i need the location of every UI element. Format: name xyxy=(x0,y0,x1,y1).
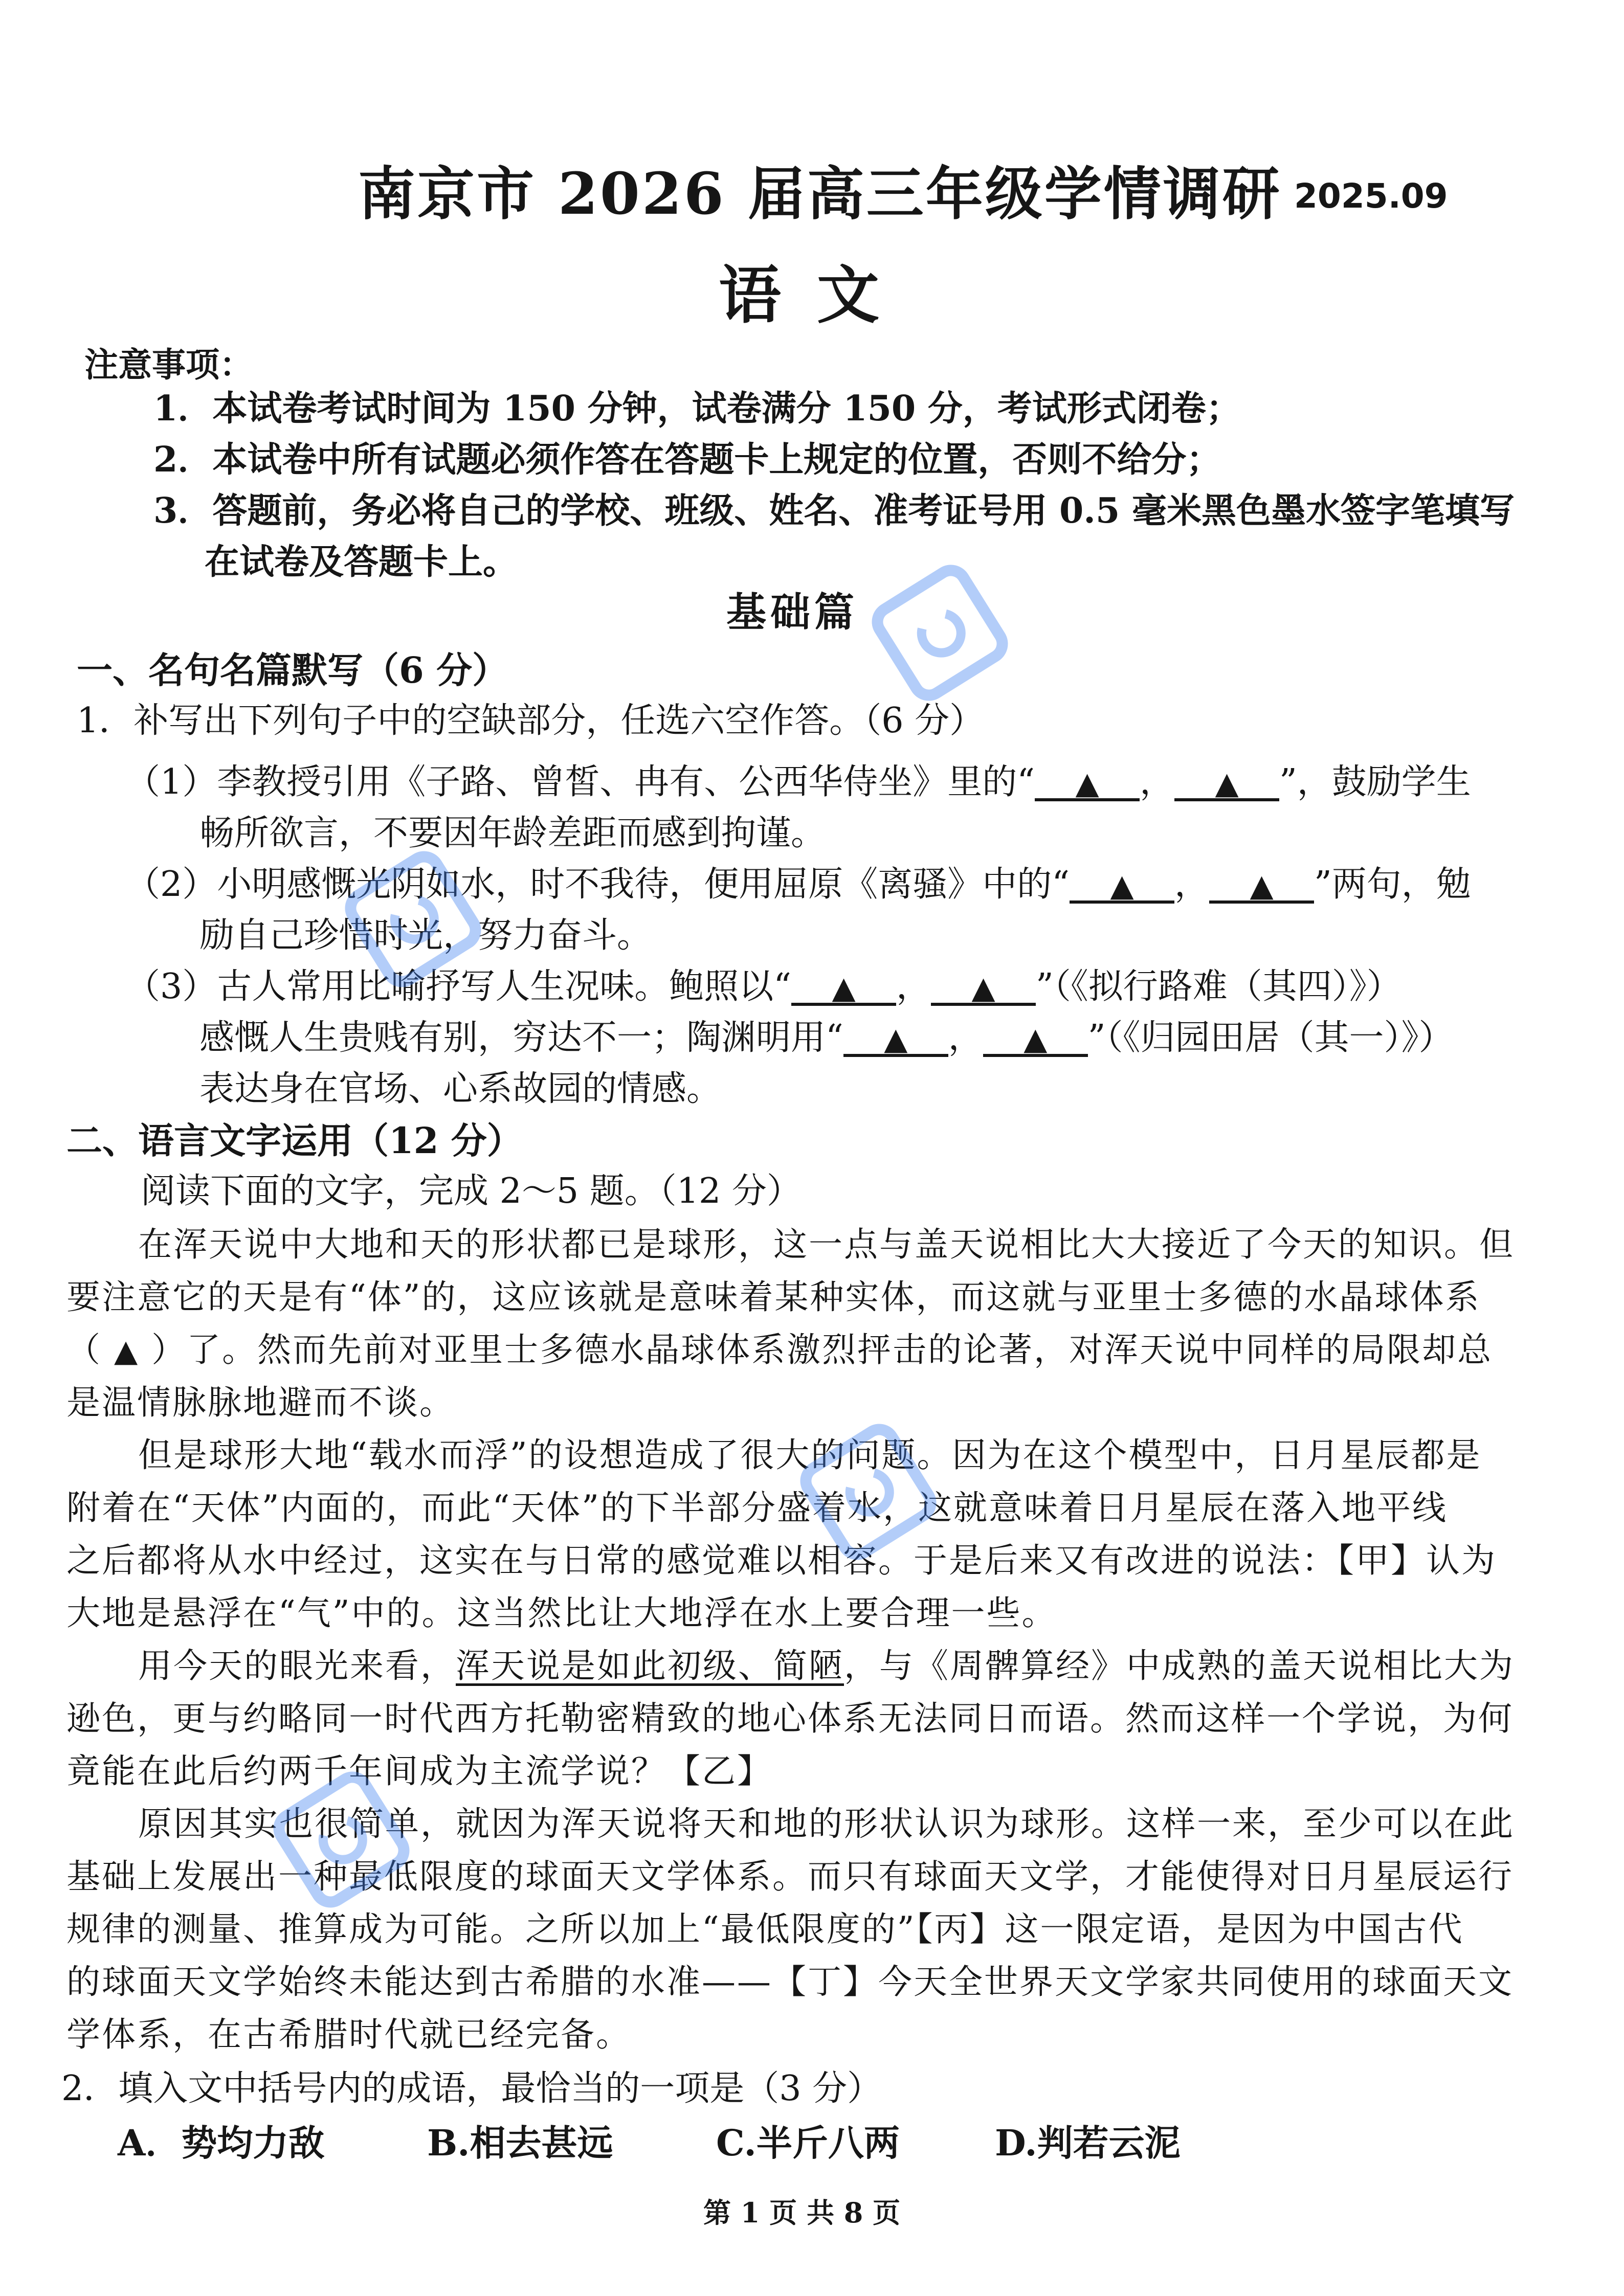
question-1-item-3: （3）古人常用比喻抒写人生况味。鲍照以“ ▲ ， ▲ ”（《拟行路难（其四）》） xyxy=(125,966,1401,1007)
question-1: 1．补写出下列句子中的空缺部分，任选六空作答。（6 分） xyxy=(77,701,985,741)
option-c: C.半斤八两 xyxy=(716,2122,900,2164)
answer-blank: ▲ xyxy=(983,1024,1088,1057)
notice-item: 在试卷及答题卡上。 xyxy=(205,542,518,582)
passage-line: 大地是悬浮在“气”中的。这当然比让大地浮在水上要合理一些。 xyxy=(66,1593,1057,1633)
passage-line: 规律的测量、推算成为可能。之所以加上“最低限度的”【丙】这一限定语，是因为中国古代 xyxy=(66,1909,1464,1949)
notice-item: 3．答题前，务必将自己的学校、班级、姓名、准考证号用 0.5 毫米黑色墨水签字笔填写 xyxy=(153,490,1515,531)
passage-line: （ ▲ ）了。然而先前对亚里士多德水晶球体系激烈抨击的论著，对浑天说中同样的局限却总 xyxy=(66,1330,1493,1369)
answer-blank: ▲ xyxy=(1209,871,1314,904)
notice-item: 2．本试卷中所有试题必须作答在答题卡上规定的位置，否则不给分； xyxy=(153,439,1221,480)
passage-line: 逊色，更与约略同一时代西方托勒密精致的地心体系无法同日而语。然而这样一个学说，为何 xyxy=(66,1699,1514,1738)
answer-blank: ▲ xyxy=(1070,871,1174,904)
option-b: B.相去甚远 xyxy=(427,2122,613,2164)
passage-line: 竟能在此后约两千年间成为主流学说？【乙】 xyxy=(66,1751,772,1791)
exam-date: 2025.09 xyxy=(1294,176,1448,216)
answer-blank: ▲ xyxy=(843,1024,948,1057)
passage-line: 学体系，在古希腊时代就已经完备。 xyxy=(66,2015,631,2054)
passage-line: 在浑天说中大地和天的形状都已是球形，这一点与盖天说相比大大接近了今天的知识。但 xyxy=(138,1225,1515,1264)
answer-blank: ▲ xyxy=(931,973,1036,1006)
notice-heading: 注意事项： xyxy=(84,345,253,385)
question-1-item-1: （1）李教授引用《子路、曾皙、冉有、公西华侍坐》里的“ ▲ ， ▲ ”，鼓励学生 xyxy=(125,762,1471,802)
underlined-sentence: 浑天说是如此初级、简陋 xyxy=(456,1646,844,1685)
passage-line: 用今天的眼光来看，浑天说是如此初级、简陋，与《周髀算经》中成熟的盖天说相比大为 xyxy=(138,1646,1515,1685)
question-1-item-3-cont: 感慨人生贵贱有别，穷达不一；陶渊明用“ ▲ ， ▲ ”（《归园田居（其一）》） xyxy=(199,1018,1454,1058)
passage-line: 基础上发展出一种最低限度的球面天文学体系。而只有球面天文学，才能使得对日月星辰运行 xyxy=(66,1857,1514,1896)
question-1-item-3-end: 表达身在官场、心系故园的情感。 xyxy=(199,1069,722,1109)
section-heading: 一、名句名篇默写（6 分） xyxy=(77,649,508,691)
answer-blank: ▲ xyxy=(1035,769,1140,801)
answer-blank: ▲ xyxy=(791,973,896,1006)
answer-blank: ▲ xyxy=(1174,769,1279,801)
question-2: 2．填入文中括号内的成语，最恰当的一项是（3 分） xyxy=(61,2068,882,2109)
passage-line: 是温情脉脉地避而不谈。 xyxy=(66,1383,455,1422)
option-d: D.判若云泥 xyxy=(995,2122,1181,2164)
passage-line: 要注意它的天是有“体”的，这应该就是意味着某种实体，而这就与亚里士多德的水晶球体系 xyxy=(66,1277,1481,1317)
section-heading: 二、语言文字运用（12 分） xyxy=(66,1119,523,1162)
question-1-item-2: （2）小明感慨光阴如水，时不我待，便用屈原《离骚》中的“ ▲ ， ▲ ”两句，勉 xyxy=(125,864,1471,905)
passage-line: 原因其实也很简单，就因为浑天说将天和地的形状认识为球形。这样一来，至少可以在此 xyxy=(138,1804,1515,1843)
passage-line: 附着在“天体”内面的，而此“天体”的下半部分盛着水，这就意味着日月星辰在落入地平线 xyxy=(66,1488,1448,1527)
exam-title: 南京市 2026 届高三年级学情调研 xyxy=(358,161,1282,228)
answer-blank-mark: ▲ xyxy=(114,1333,140,1369)
reading-intro: 阅读下面的文字，完成 2～5 题。（12 分） xyxy=(141,1171,802,1211)
passage-line: 但是球形大地“载水而浮”的设想造成了很大的问题。因为在这个模型中，日月星辰都是 xyxy=(138,1435,1482,1475)
passage-line: 的球面天文学始终未能达到古希腊的水准——【丁】今天全世界天文学家共同使用的球面天文 xyxy=(66,1962,1514,2001)
option-a: A．势均力敌 xyxy=(118,2122,325,2164)
notice-item: 1．本试卷考试时间为 150 分钟，试卷满分 150 分，考试形式闭卷； xyxy=(153,388,1241,429)
part-title: 基础篇 xyxy=(726,589,859,636)
passage-line: 之后都将从水中经过，这实在与日常的感觉难以相容。于是后来又有改进的说法：【甲】认为 xyxy=(66,1541,1497,1580)
zixue-logo-icon xyxy=(864,557,1015,708)
question-1-item-1-cont: 畅所欲言，不要因年龄差距而感到拘谨。 xyxy=(199,813,826,853)
page-footer: 第 1 页 共 8 页 xyxy=(703,2196,901,2229)
question-1-item-2-cont: 励自己珍惜时光，努力奋斗。 xyxy=(199,915,652,956)
subject-title: 语文 xyxy=(719,258,915,332)
